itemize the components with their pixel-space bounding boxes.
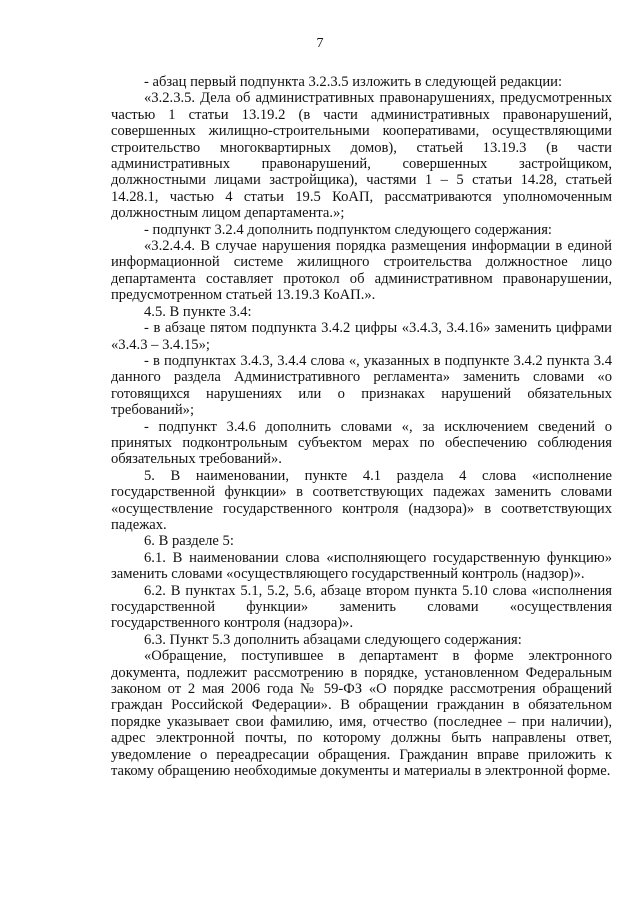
paragraph: «3.2.4.4. В случае нарушения порядка размещения информации в единой информационной системе жилищного строительства должностное лицо департамента составляет протокол об административном правонарушении, предусмотренном статьей 13.19.3 КоАП.». <box>111 238 612 304</box>
page-number: 7 <box>316 36 324 51</box>
document-body <box>111 74 612 779</box>
paragraph: - в подпунктах 3.4.3, 3.4.4 слова «, указанных в подпункте 3.4.2 пункта 3.4 данного раздела Административного регламента» заменить словами «о готовящихся нарушениях или о признаках нарушений обязательных требований»; <box>111 352 612 419</box>
paragraph: - подпункт 3.2.4 дополнить подпунктом следующего содержания: <box>144 221 552 238</box>
paragraph: 4.5. В пункте 3.4: <box>144 303 252 320</box>
paragraph: - в абзаце пятом подпункта 3.4.2 цифры «3.4.3, 3.4.16» заменить цифрами «3.4.3 – 3.4.15»; <box>111 320 612 353</box>
paragraph: 6.3. Пункт 5.3 дополнить абзацами следующего содержания: <box>144 631 522 648</box>
paragraph: 5. В наименовании, пункте 4.1 раздела 4 слова «исполнение государственной функции» в соответствующих падежах заменить словами «осуществление государственного контроля (надзора)» в соответствующих падежах. <box>111 467 612 533</box>
paragraph: 6.2. В пунктах 5.1, 5.2, 5.6, абзаце втором пункта 5.10 слова «исполнения государственной функции» заменить словами «осуществления государственного контроля (надзора)». <box>111 582 612 632</box>
paragraph: 6.1. В наименовании слова «исполняющего государственную функцию» заменить словами «осуществляющего государственный контроль (надзор)». <box>111 549 612 583</box>
paragraph: «3.2.3.5. Дела об административных правонарушениях, предусмотренных частью 1 статьи 13.19.2 (в части административных правонарушений, совершенных жилищно-строительными кооперативами, осуществляющими строительство многоквартирных домов), статьей 13.19.3 (в части административных правонарушений, совершенных застройщиком, должностными лицами застройщика), частями 1 – 5 статьи 14.28, статьей 14.28.1, частью 4 статьи 19.5 КоАП, рассматриваются уполномоченным должностным лицом департамента.»; <box>111 90 612 222</box>
paragraph: «Обращение, поступившее в департамент в форме электронного документа, подлежит рассмотрению в порядке, установленном Федеральным законом от 2 мая 2006 года № 59-ФЗ «О порядке рассмотрения обращений граждан Российской Федерации». В обращении гражданин в обязательном порядке указывает свои фамилию, имя, отчество (последнее – при наличии), адрес электронной почты, по которому должны быть направлены ответ, уведомление о переадресации обращения. Гражданин вправе приложить к такому обращению необходимые документы и материалы в электронной форме. <box>111 648 612 780</box>
paragraph: - подпункт 3.4.6 дополнить словами «, за исключением сведений о принятых подконтрольным субъектом мерах по обеспечению соблюдения обязательных требований». <box>111 418 612 468</box>
paragraph: - абзац первый подпункта 3.2.3.5 изложить в следующей редакции: <box>144 74 563 90</box>
paragraph: 6. В разделе 5: <box>144 533 234 550</box>
